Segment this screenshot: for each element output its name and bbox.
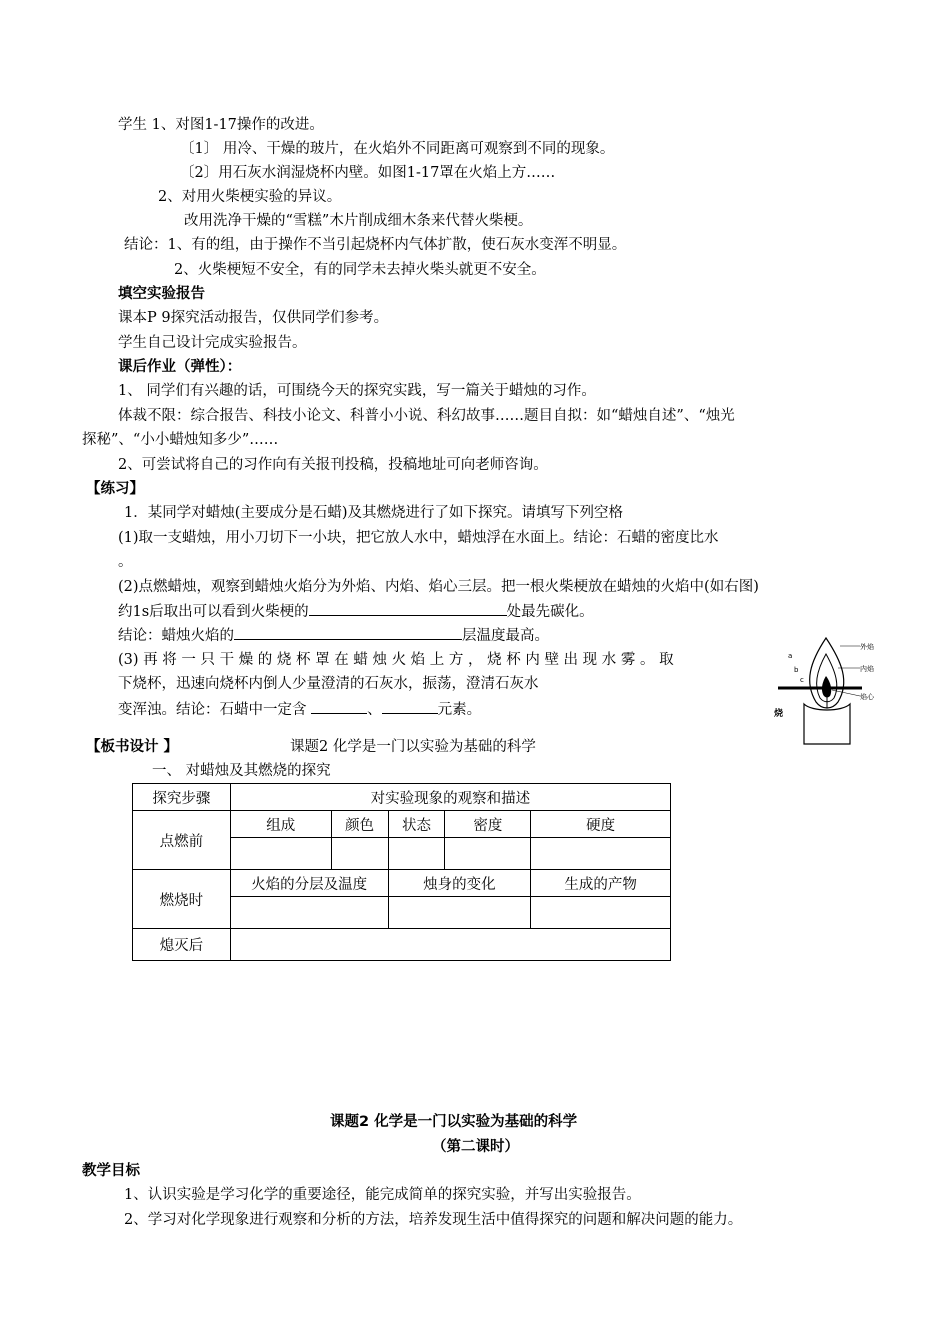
board-section: 一、 对蜡烛及其燃烧的探究 bbox=[152, 763, 331, 779]
table-cell: 硬度 bbox=[531, 811, 671, 838]
text-line: 1、 同学们有兴趣的话，可围绕今天的探究实践，写一篇关于蜡烛的习作。 bbox=[118, 383, 596, 399]
goal-item: 2、学习对化学现象进行观察和分析的方法，培养发现生活中值得探究的问题和解决问题的能力。 bbox=[124, 1212, 743, 1228]
fill-line bbox=[118, 625, 549, 646]
text-line: 体裁不限：综合报告、科技小论文、科普小小说、科幻故事……题目自拟：如“蜡烛自述”、“烛光 bbox=[118, 408, 735, 424]
blank bbox=[234, 625, 462, 640]
empty-cell bbox=[445, 838, 531, 870]
text-line: 。 bbox=[118, 554, 133, 570]
figure-label: 外焰 bbox=[860, 643, 874, 651]
empty-cell bbox=[388, 838, 445, 870]
table-cell: 火焰的分层及温度 bbox=[230, 870, 388, 897]
table-header: 对实验现象的观察和描述 bbox=[230, 784, 670, 811]
empty-cell bbox=[230, 838, 331, 870]
text-line: (2)点燃蜡烛，观察到蜡烛火焰分为外焰、内焰、焰心三层。把一根火柴梗放在蜡烛的火焰中(如右图) bbox=[118, 579, 759, 595]
conclusion-line: 结论：1、有的组，由于操作不当引起烧杯内气体扩散，使石灰水变浑不明显。 bbox=[124, 237, 627, 253]
table-cell: 组成 bbox=[230, 811, 331, 838]
row-label: 点燃前 bbox=[133, 811, 231, 870]
row-label: 燃烧时 bbox=[133, 870, 231, 929]
text-line: 探秘”、“小小蜡烛知多少”…… bbox=[82, 432, 279, 448]
figure-label: c bbox=[800, 676, 804, 684]
table-header: 探究步骤 bbox=[133, 784, 231, 811]
text-line: 2、可尝试将自己的习作向有关报刊投稿，投稿地址可向老师咨询。 bbox=[118, 457, 548, 473]
text-line: 下烧杯，迅速向烧杯内倒人少量澄清的石灰水，振荡，澄清石灰水 bbox=[118, 676, 539, 692]
row-label: 熄灭后 bbox=[133, 929, 231, 961]
board-table bbox=[132, 783, 671, 961]
figure-label: b bbox=[794, 666, 799, 674]
figure-label: a bbox=[788, 652, 793, 660]
empty-cell bbox=[230, 897, 388, 929]
table-cell: 生成的产物 bbox=[531, 870, 671, 897]
text-line: 〔1〕 用冷、干燥的玻片，在火焰外不同距离可观察到不同的现象。 bbox=[180, 141, 615, 157]
lesson-title: 课题2 化学是一门以实验为基础的科学 bbox=[330, 1114, 578, 1130]
text: 元素。 bbox=[437, 702, 482, 718]
table-cell: 颜色 bbox=[331, 811, 388, 838]
section-heading: 教学目标 bbox=[82, 1163, 140, 1179]
text: 层温度最高。 bbox=[462, 628, 549, 644]
candle-flame-figure bbox=[770, 632, 874, 750]
lesson-subtitle: （第二课时） bbox=[432, 1139, 519, 1155]
section-heading: 【板书设计 】 bbox=[86, 739, 179, 755]
empty-cell bbox=[531, 838, 671, 870]
text-line: 2、对用火柴梗实验的异议。 bbox=[158, 189, 342, 205]
blank bbox=[311, 699, 367, 714]
fill-line bbox=[118, 601, 594, 622]
question: 1．某同学对蜡烛(主要成分是石蜡)及其燃烧进行了如下探究。请填写下列空格 bbox=[124, 505, 624, 521]
board-title: 课题2 化学是一门以实验为基础的科学 bbox=[290, 739, 536, 755]
empty-cell bbox=[531, 897, 671, 929]
text: 处最先碳化。 bbox=[506, 604, 594, 620]
text-line: 学生 1、对图1-17操作的改进。 bbox=[118, 117, 324, 133]
empty-cell bbox=[388, 897, 531, 929]
text-line: 学生自己设计完成实验报告。 bbox=[118, 335, 307, 351]
blank bbox=[382, 699, 438, 714]
text: 约1s后取出可以看到火柴梗的 bbox=[118, 604, 309, 620]
fill-line bbox=[118, 699, 481, 720]
goal-item: 1、认识实验是学习化学的重要途径，能完成简单的探究实验，并写出实验报告。 bbox=[124, 1187, 641, 1203]
table-cell: 密度 bbox=[445, 811, 531, 838]
table-cell: 状态 bbox=[388, 811, 445, 838]
text: 结论：蜡烛火焰的 bbox=[118, 628, 234, 644]
text-line: (1)取一支蜡烛，用小刀切下一小块，把它放人水中，蜡烛浮在水面上。结论：石蜡的密度比水 bbox=[118, 530, 719, 546]
figure-label: 内焰 bbox=[860, 665, 874, 673]
blank bbox=[309, 601, 507, 616]
text-line: 改用洗净干燥的“雪糕”木片削成细木条来代替火柴梗。 bbox=[184, 213, 533, 229]
text-line: (3) 再 将 一 只 干 燥 的 烧 杯 罩 在 蜡 烛 火 焰 上 方 ， 烧 杯 内 壁 出 现 水 雾 。 取 bbox=[118, 652, 674, 668]
section-heading: 填空实验报告 bbox=[118, 286, 205, 302]
text: 变浑浊。结论：石蜡中一定含 bbox=[118, 702, 312, 718]
section-heading: 【练习】 bbox=[86, 481, 144, 497]
figure-label: 焰心 bbox=[860, 693, 874, 701]
empty-cell bbox=[331, 838, 388, 870]
text-line: 课本P 9探究活动报告，仅供同学们参考。 bbox=[118, 310, 389, 326]
text-line: 2、火柴梗短不安全，有的同学未去掉火柴头就更不安全。 bbox=[174, 262, 546, 278]
section-heading: 课后作业（弹性）： bbox=[118, 359, 242, 375]
figure-caption: 烧 bbox=[774, 709, 784, 719]
text: 、 bbox=[367, 702, 382, 718]
text-line: 〔2〕用石灰水润湿烧杯内壁。如图1-17罩在火焰上方…… bbox=[180, 165, 556, 181]
table-cell: 烛身的变化 bbox=[388, 870, 531, 897]
empty-cell bbox=[230, 929, 670, 961]
